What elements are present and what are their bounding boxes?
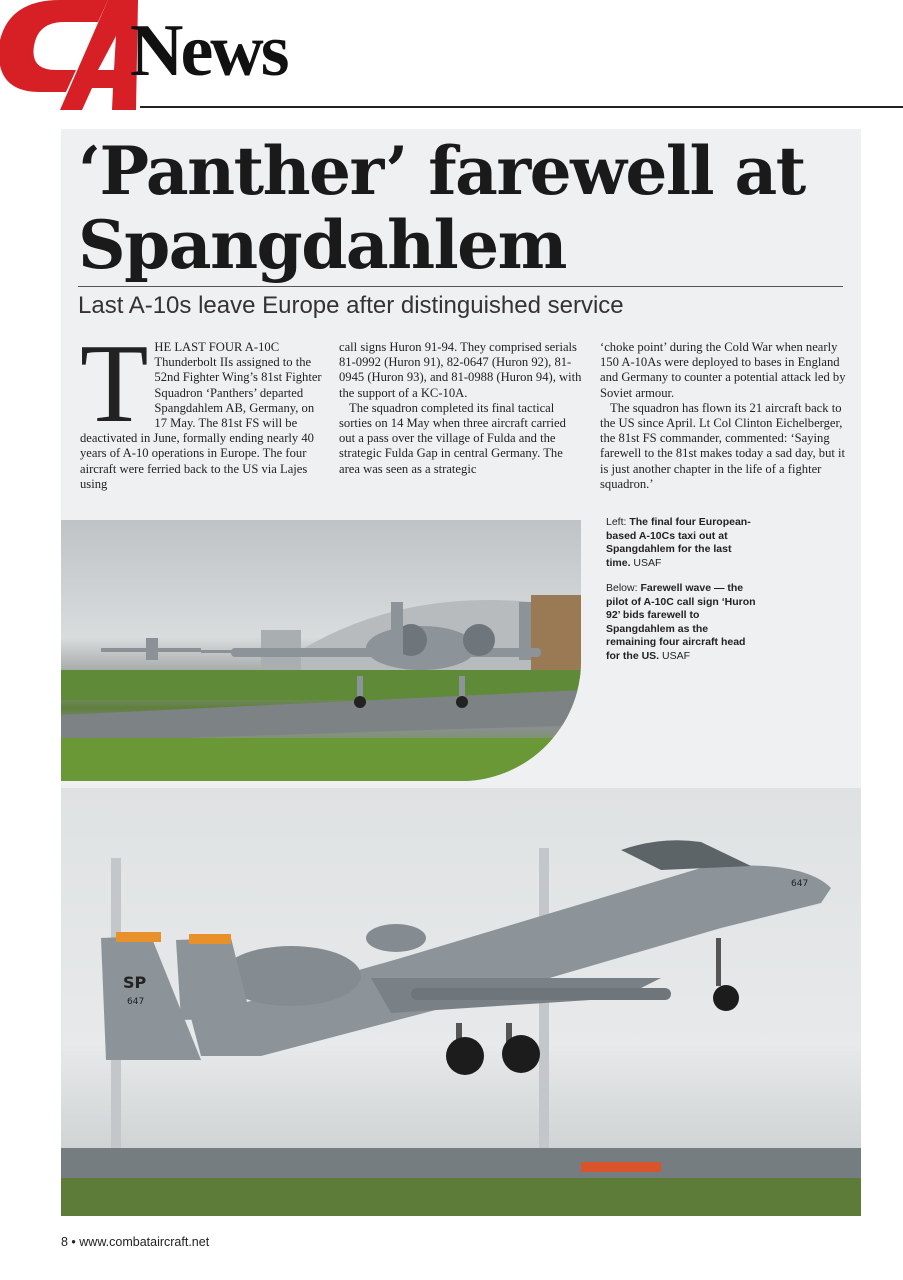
photo-captions <box>606 516 756 675</box>
tail-code: SP <box>123 973 147 992</box>
ca-logo <box>0 0 140 112</box>
photo-credit: USAF <box>630 556 662 569</box>
caption-below <box>606 582 756 663</box>
headline: ‘Panther’ farewell at Spangdahlem <box>78 132 805 284</box>
body-column-1 <box>80 322 326 492</box>
drop-cap: T <box>80 322 149 446</box>
body-paragraph: call signs Huron 91-94. They comprised serials 81-0992 (Huron 91), 82-0647 (Huron 92), 81-0945 (Huron 93), and 81-0988 (Huron 94), with the support of a KC-10A. <box>339 340 582 400</box>
body-paragraph: The squadron has flown its 21 aircraft back to the US since April. Lt Col Clinton Eichelberger, the 81st FS commander, commented: ‘Saying farewell to the 81st makes today a sad day, but it is just another chapter in the life of a fighter squadron.’ <box>600 400 846 491</box>
body-column-2 <box>339 340 585 477</box>
caption-text: Farewell wave — the pilot of A-10C call sign ‘Huron 92’ bids farewell to Spangdahlem as the remaining four aircraft head for the US. <box>606 582 756 662</box>
caption-text: The final four European-based A-10Cs taxi out at Spangdahlem for the last time. <box>606 516 751 569</box>
body-paragraph: The squadron completed its final tactical sorties on 14 May when three aircraft carried out a pass over the village of Fulda and the strategic Fulda Gap in central Germany. The area was seen as a strategic <box>339 400 566 476</box>
body-column-3 <box>600 340 846 492</box>
body-paragraph: HE LAST FOUR A-10C Thunderbolt IIs assigned to the 52nd Fighter Wing’s 81st Fighter Squadron ‘Panthers’ departed Spangdahlem AB, Germany, on 17 May. The 81st FS will be deactivated in June, formally ending nearly 40 years of A-10 operations in Europe. The four aircraft were ferried back to the US via Lajes using <box>80 340 322 491</box>
page-folio: 8 • www.combataircraft.net <box>61 1235 210 1249</box>
nose-number: 647 <box>791 879 809 889</box>
photo-takeoff-a10 <box>61 788 861 1216</box>
caption-prefix: Below: <box>606 582 641 594</box>
headline-rule <box>78 286 843 287</box>
standfirst: Last A-10s leave Europe after distinguished service <box>78 292 624 319</box>
caption-left <box>606 516 756 570</box>
masthead-rule <box>140 106 903 108</box>
tail-serial: 647 <box>127 997 145 1007</box>
caption-prefix: Left: <box>606 516 630 528</box>
photo-credit: USAF <box>659 649 691 662</box>
section-title: News <box>130 10 287 92</box>
body-paragraph: ‘choke point’ during the Cold War when nearly 150 A-10As were deployed to bases in England and Germany to counter a potential attack led by Soviet armour. <box>600 340 846 400</box>
photo-taxiing-a10s <box>61 520 581 781</box>
